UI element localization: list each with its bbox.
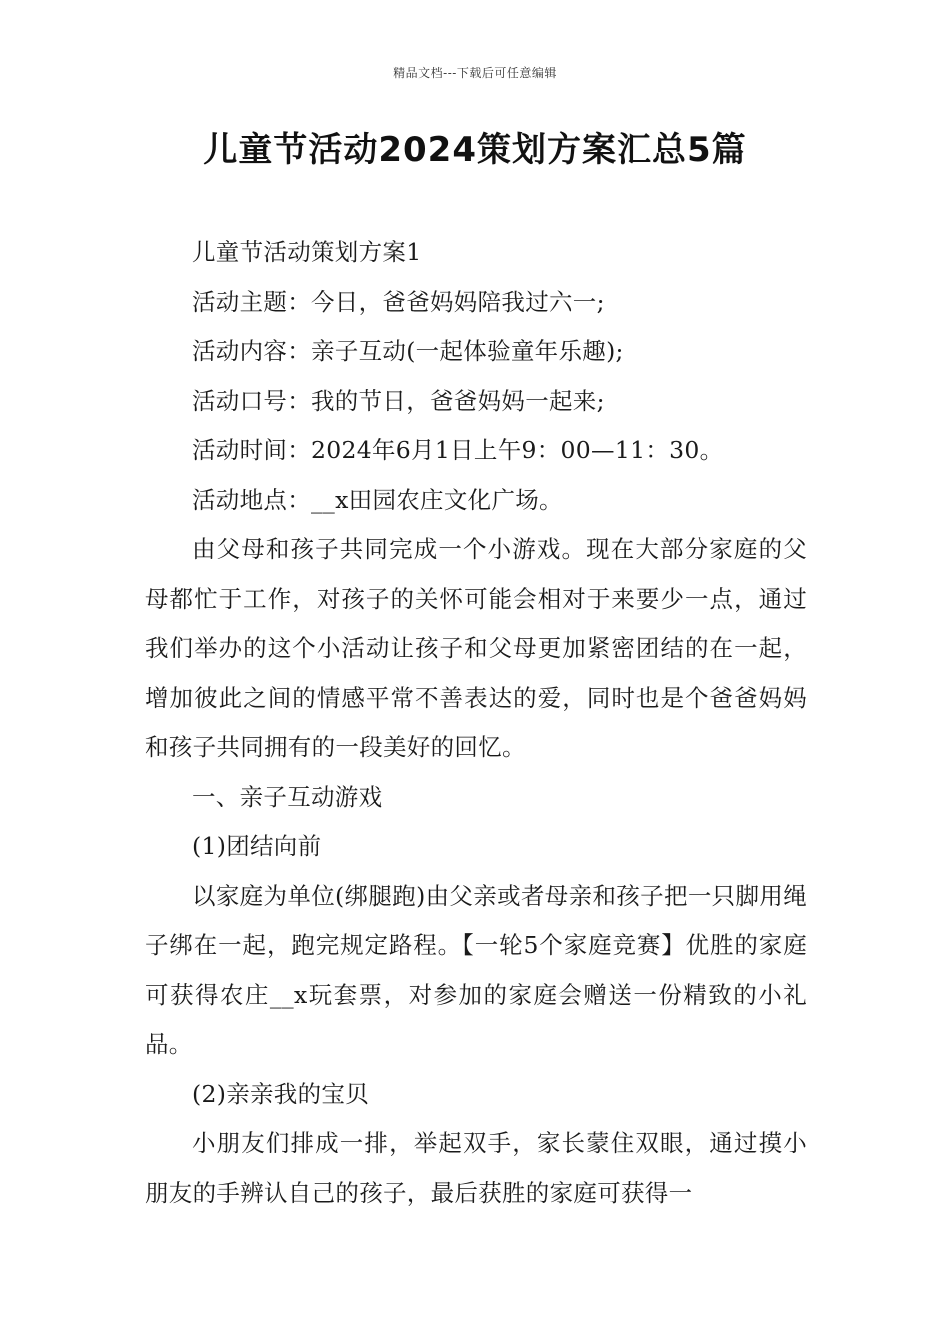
paragraph-game-2: 小朋友们排成一排，举起双手，家长蒙住双眼，通过摸小朋友的手辨认自己的孩子，最后获胜的家庭可获得一 [145,1129,807,1207]
section-heading-games: 一、亲子互动游戏 [192,782,383,811]
document-body [145,228,807,1218]
paragraph-intro: 由父母和孩子共同完成一个小游戏。现在大部分家庭的父母都忙于工作，对孩子的关怀可能会相对于来要少一点，通过我们举办的这个小活动让孩子和父母更加紧密团结的在一起，增加彼此之间的情感平常不善表达的爱，同时也是个爸爸妈妈和孩子共同拥有的一段美好的回忆。 [145,535,807,761]
paragraph-game-1: 以家庭为单位(绑腿跑)由父亲或者母亲和孩子把一只脚用绳子绑在一起，跑完规定路程。【一轮5个家庭竞赛】优胜的家庭可获得农庄__x玩套票，对参加的家庭会赠送一份精致的小礼品。 [145,881,807,1058]
subheading-game-2: (2)亲亲我的宝贝 [192,1079,369,1108]
header-note: 精品文档---下载后可任意编辑 [393,66,557,80]
document-title: 儿童节活动2024策划方案汇总5篇 [203,130,747,170]
subheading-game-1: (1)团结向前 [192,832,322,860]
paragraph-theme: 活动主题：今日，爸爸妈妈陪我过六一; [192,287,605,316]
paragraph-plan-heading: 儿童节活动策划方案1 [192,238,422,266]
paragraph-location: 活动地点：__x田园农庄文化广场。 [192,485,563,514]
paragraph-content: 活动内容：亲子互动(一起体验童年乐趣); [192,337,624,365]
paragraph-slogan: 活动口号：我的节日，爸爸妈妈一起来; [192,386,605,415]
paragraph-time: 活动时间：2024年6月1日上午9：00—11：30。 [192,436,724,464]
